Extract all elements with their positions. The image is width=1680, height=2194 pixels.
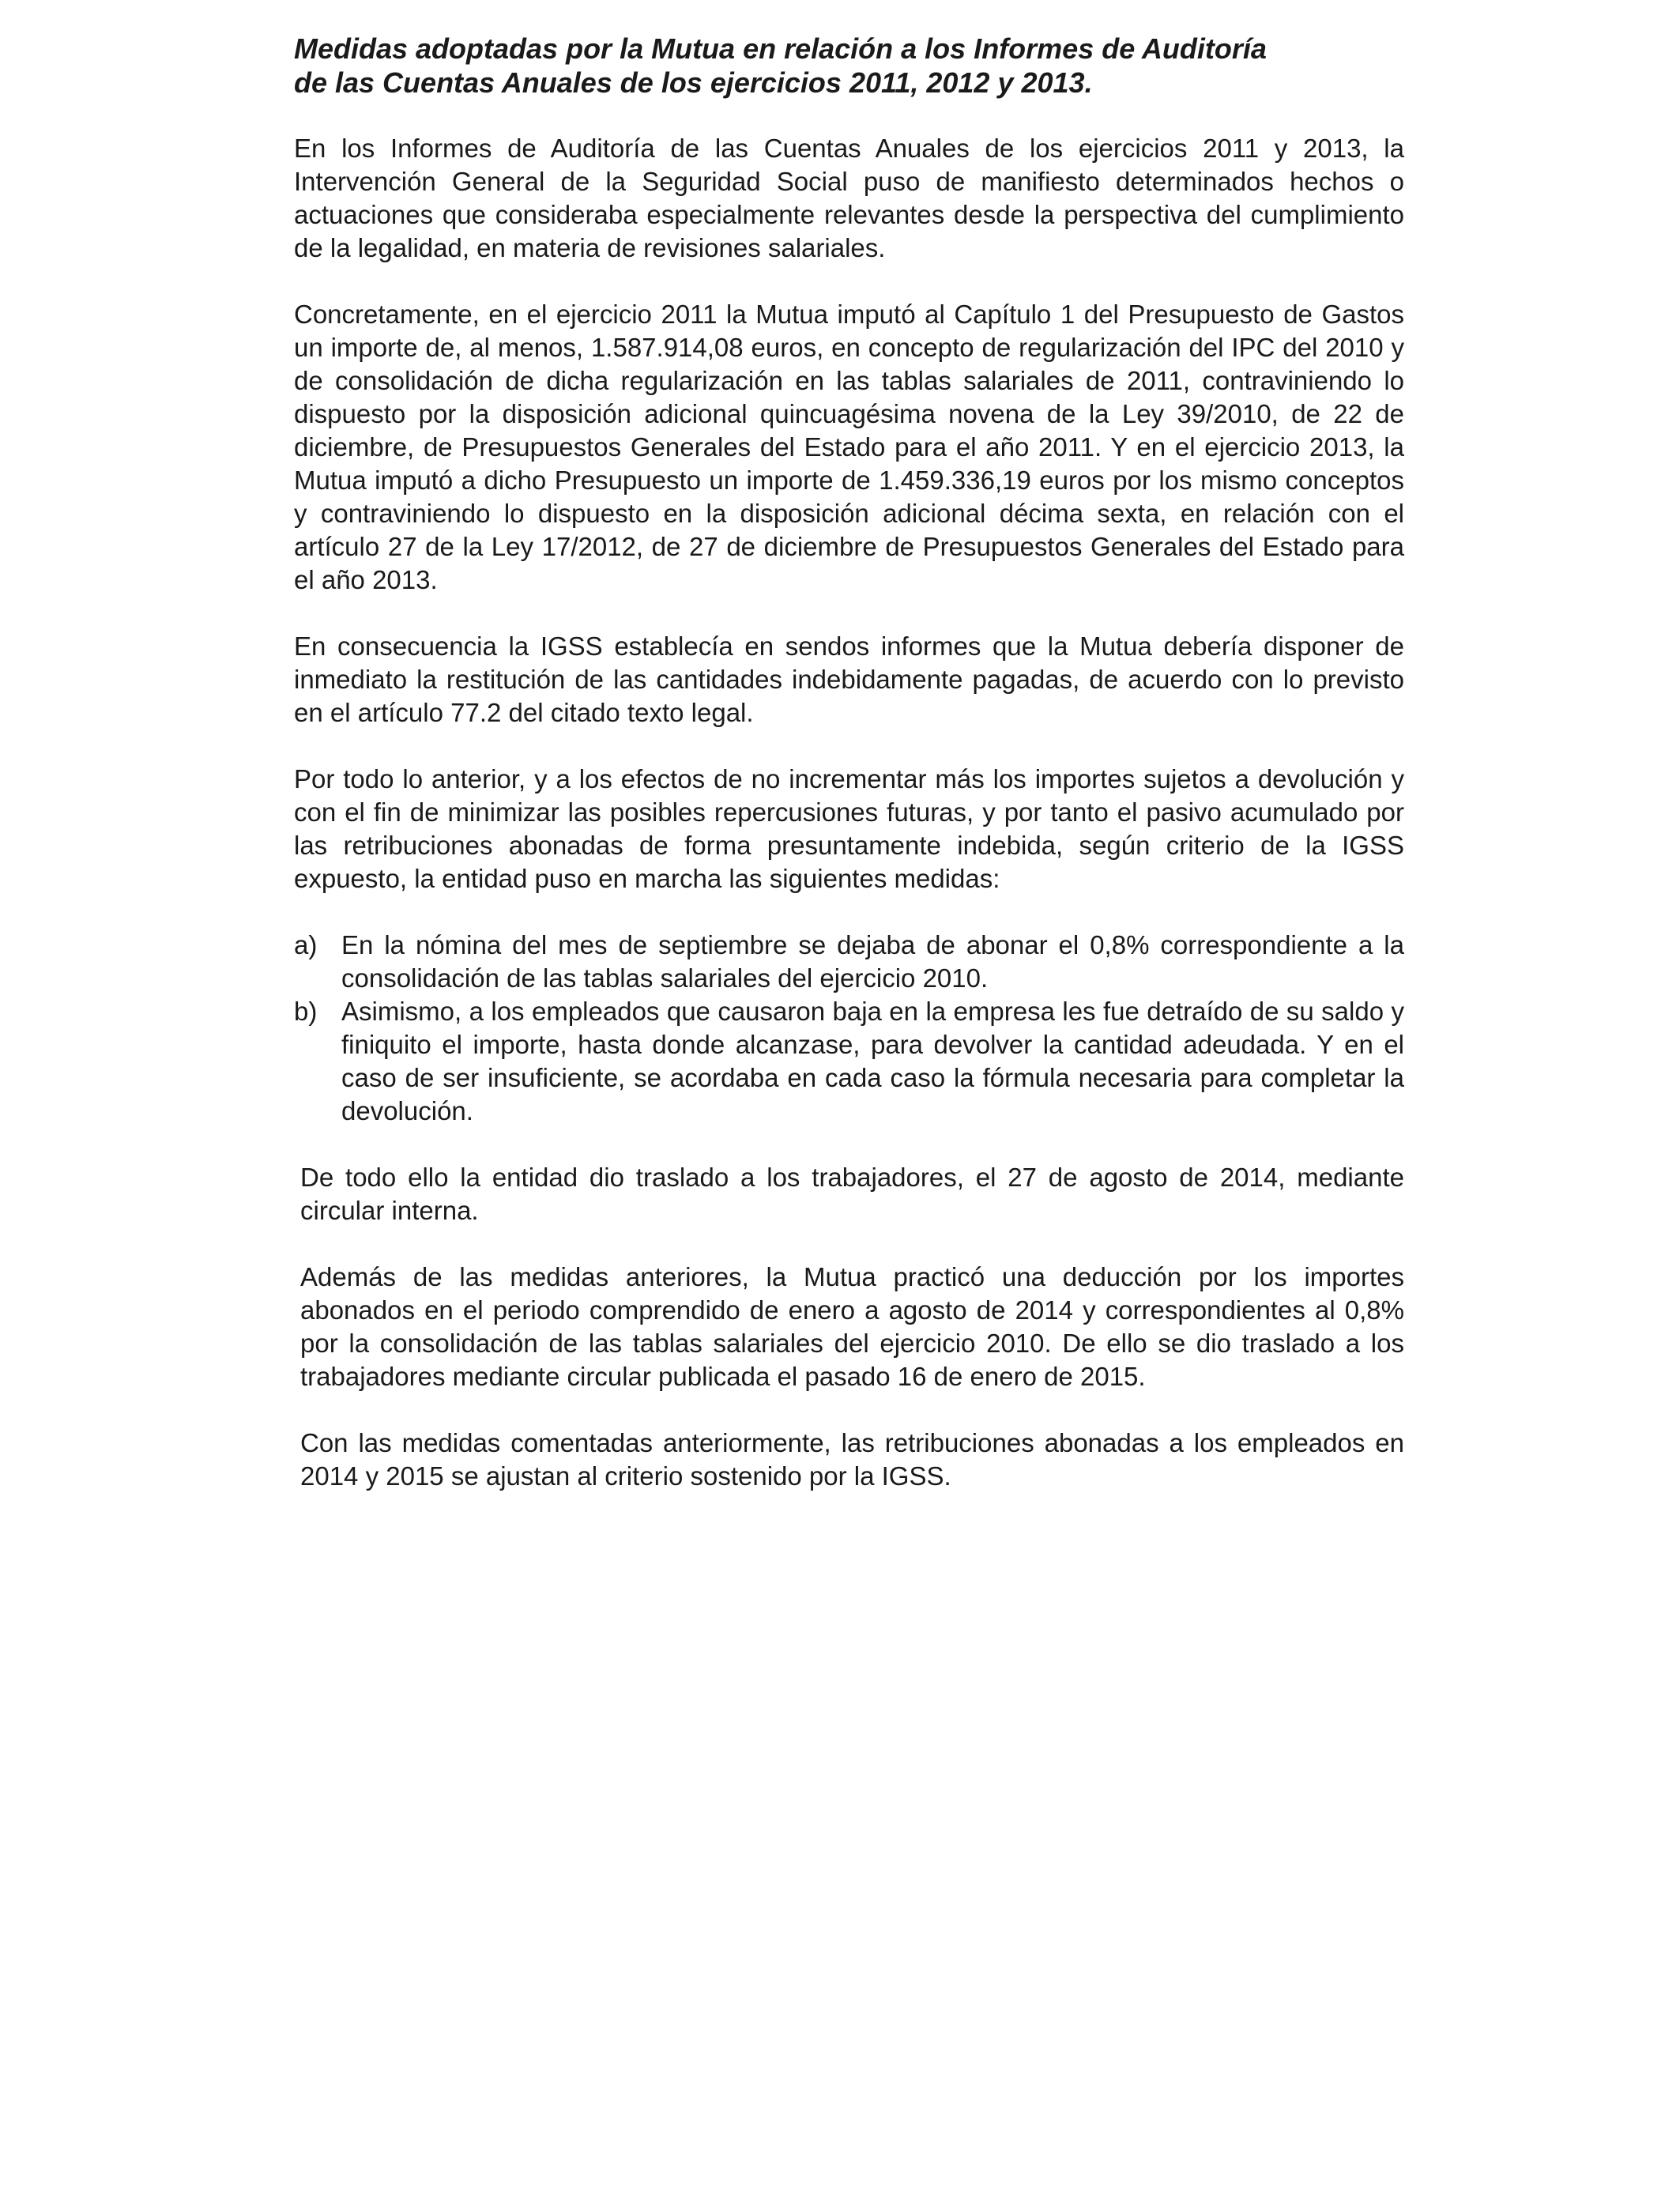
list-item-text: En la nómina del mes de septiembre se dejaba de abonar el 0,8% correspondiente a la consolidación de las tablas salariales del ejercicio 2010. (341, 930, 1404, 993)
list-marker: b) (294, 997, 318, 1026)
document-page (294, 32, 1404, 1526)
paragraph-amounts: Concretamente, en el ejercicio 2011 la Mutua imputó al Capítulo 1 del Presupuesto de Gastos un importe de, al menos, 1.587.914,08 euros, en concepto de regularización del IPC del 2010 y de consolidación de dicha regularización en las tablas salariales de 2011, contraviniendo lo dispuesto por la disposición adicional quincuagésima novena de la Ley 39/2010, de 22 de diciembre, de Presupuestos Generales del Estado para el año 2011. Y en el ejercicio 2013, la Mutua imputó a dicho Presupuesto un importe de 1.459.336,19 euros por los mismo conceptos y contraviniendo lo dispuesto en la disposición adicional décima sexta, en relación con el artículo 27 de la Ley 17/2012, de 27 de diciembre de Presupuestos Generales del Estado para el año 2013. (294, 300, 1404, 594)
paragraph-consequence: En consecuencia la IGSS establecía en sendos informes que la Mutua debería disponer de inmediato la restitución de las cantidades indebidamente pagadas, de acuerdo con lo previsto en el artículo 77.2 del citado texto legal. (294, 631, 1404, 727)
list-item (294, 929, 1404, 995)
title-line-1: Medidas adoptadas por la Mutua en relación a los Informes de Auditoría (294, 32, 1267, 65)
paragraph-audit-reports: En los Informes de Auditoría de las Cuentas Anuales de los ejercicios 2011 y 2013, la Intervención General de la Seguridad Social puso de manifiesto determinados hechos o actuaciones que consideraba especialmente relevantes desde la perspectiva del cumplimiento de la legalidad, en materia de revisiones salariales. (294, 134, 1404, 262)
title-line-2: de las Cuentas Anuales de los ejercicios 2011, 2012 y 2013. (294, 66, 1093, 99)
document-title (294, 32, 1404, 100)
paragraph-circular: De todo ello la entidad dio traslado a los trabajadores, el 27 de agosto de 2014, mediante circular interna. (300, 1163, 1404, 1225)
paragraph-deduction: Además de las medidas anteriores, la Mutua practicó una deducción por los importes abonados en el periodo comprendido de enero a agosto de 2014 y correspondientes al 0,8% por la consolidación de las tablas salariales del ejercicio 2010. De ello se dio traslado a los trabajadores mediante circular publicada el pasado 16 de enero de 2015. (300, 1262, 1404, 1391)
paragraph-measures-intro: Por todo lo anterior, y a los efectos de no incrementar más los importes sujetos a devolución y con el fin de minimizar las posibles repercusiones futuras, y por tanto el pasivo acumulado por las retribuciones abonadas de forma presuntamente indebida, según criterio de la IGSS expuesto, la entidad puso en marcha las siguientes medidas: (294, 764, 1404, 893)
list-item-text: Asimismo, a los empleados que causaron baja en la empresa les fue detraído de su saldo y finiquito el importe, hasta donde alcanzase, para devolver la cantidad adeudada. Y en el caso de ser insuficiente, se acordaba en cada caso la fórmula necesaria para completar la devolución. (341, 997, 1404, 1125)
measures-list (294, 929, 1404, 1128)
paragraph-conclusion: Con las medidas comentadas anteriormente, las retribuciones abonadas a los empleados en 2014 y 2015 se ajustan al criterio sostenido por la IGSS. (300, 1428, 1404, 1491)
list-item (294, 995, 1404, 1128)
list-marker: a) (294, 930, 318, 959)
